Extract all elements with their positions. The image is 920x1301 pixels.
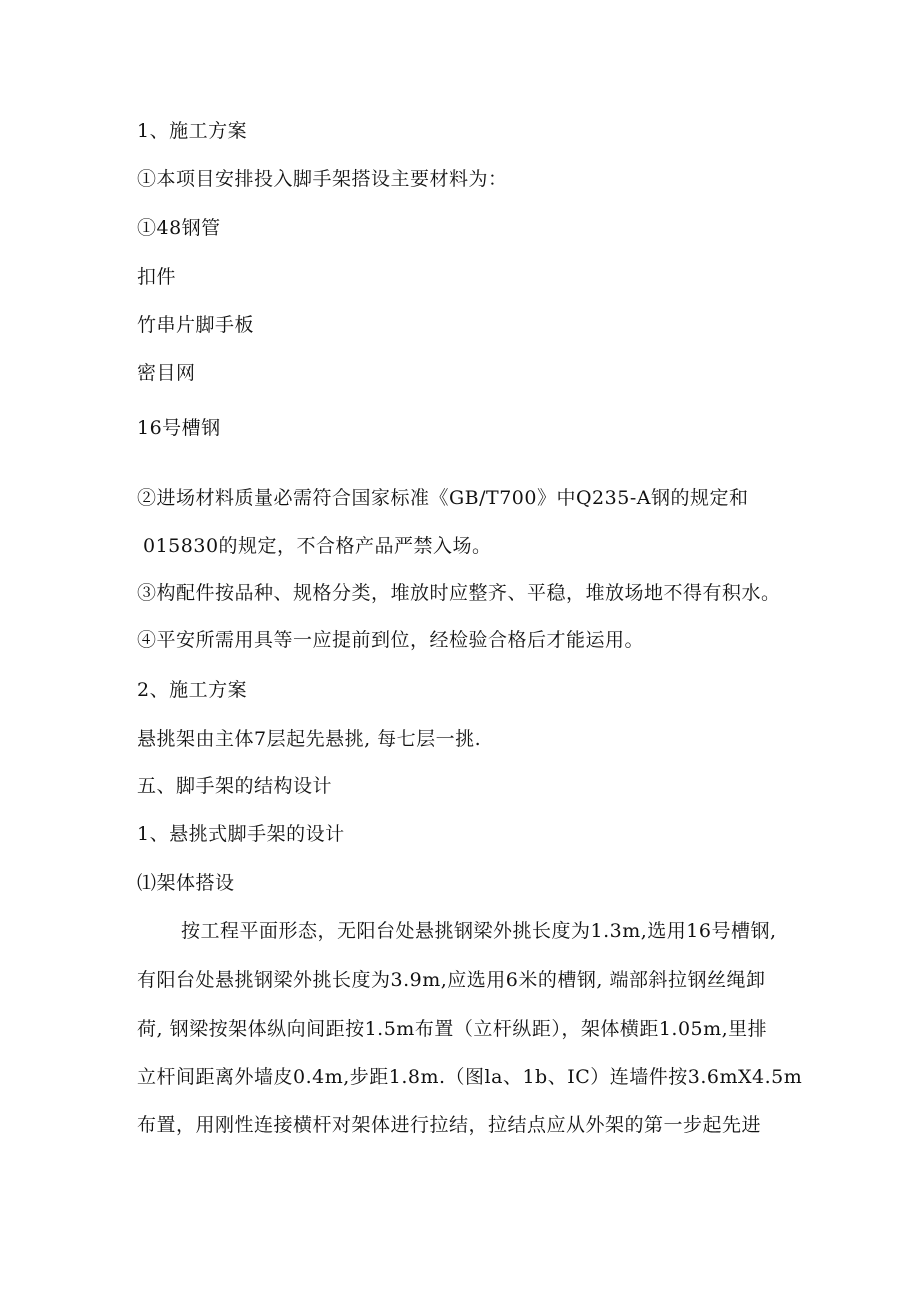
materials-intro: ①本项目安排投入脚手架搭设主要材料为： — [137, 168, 508, 190]
material-fastener: 扣件 — [137, 266, 177, 288]
section-heading-construction-plan: 1、施工方案 — [137, 120, 248, 142]
paragraph-line-5: 布置，用刚性连接横杆对架体进行拉结，拉结点应从外架的第一步起先进 — [137, 1114, 762, 1136]
chapter-heading-structure-design: 五、脚手架的结构设计 — [137, 775, 333, 797]
cantilever-start-floor: 悬挑架由主体7层起先悬挑, 每七层一挑. — [137, 728, 482, 750]
subsection-heading-frame-erection: ⑴架体搭设 — [137, 872, 235, 894]
stacking-requirement: ③构配件按品种、规格分类，堆放时应整齐、平稳，堆放场地不得有积水。 — [137, 582, 781, 604]
material-steel-pipe: ①48钢管 — [137, 217, 221, 239]
quality-requirement-line-1: ②进场材料质量必需符合国家标准《GB/T700》中Q235-A钢的规定和 — [137, 487, 749, 509]
safety-tools-requirement: ④平安所需用具等一应提前到位，经检验合格后才能运用。 — [137, 629, 645, 651]
material-bamboo-board: 竹串片脚手板 — [137, 314, 255, 336]
paragraph-line-3: 荷, 钢梁按架体纵向间距按1.5m布置（立杆纵距），架体横距1.05m,里排 — [137, 1018, 768, 1040]
paragraph-line-1: 按工程平面形态，无阳台处悬挑钢梁外挑长度为1.3m,选用16号槽钢, — [181, 920, 777, 942]
paragraph-line-4: 立杆间距离外墙皮0.4m,步距1.8m.（图la、1b、IC）连墙件按3.6mX4.5m — [137, 1066, 803, 1088]
material-safety-net: 密目网 — [137, 362, 196, 384]
quality-requirement-line-2: 015830的规定，不合格产品严禁入场。 — [143, 535, 492, 557]
paragraph-line-2: 有阳台处悬挑钢梁外挑长度为3.9m,应选用6米的槽钢, 端部斜拉钢丝绳卸 — [137, 969, 766, 991]
section-heading-construction-plan-2: 2、施工方案 — [137, 679, 248, 701]
subsection-heading-cantilever-design: 1、悬挑式脚手架的设计 — [137, 823, 345, 845]
material-channel-steel: 16号槽钢 — [137, 417, 221, 439]
